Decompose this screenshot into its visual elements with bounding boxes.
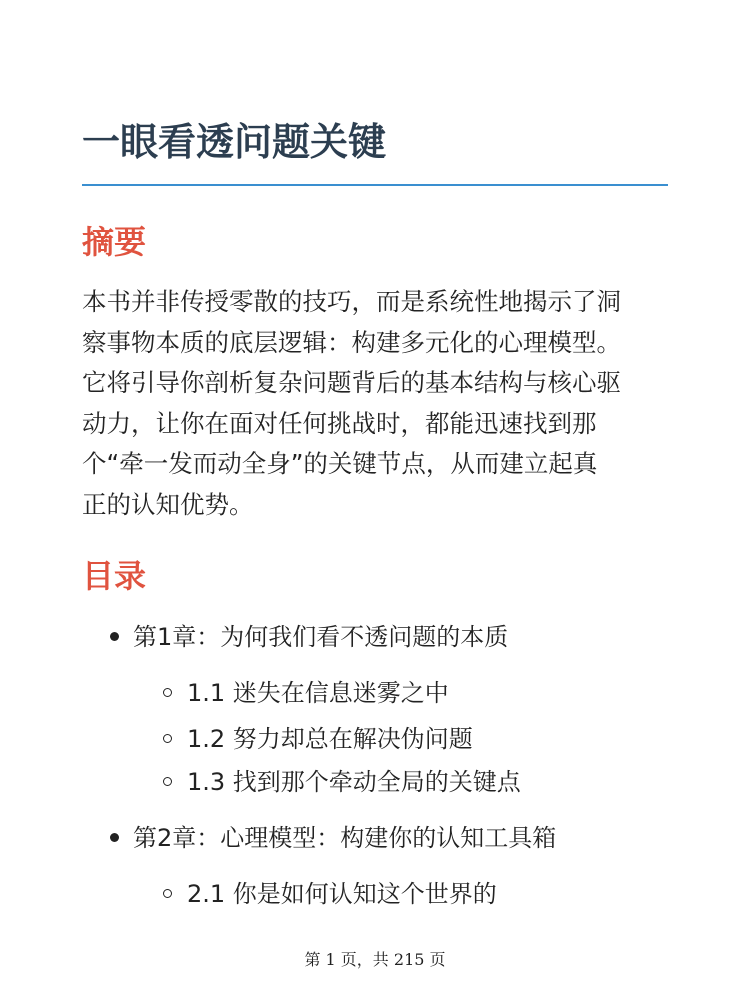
toc-chapter-1	[110, 620, 508, 654]
toc-heading: 目录	[82, 557, 147, 595]
circle-bullet-icon	[163, 889, 172, 898]
abstract-line: 察事物本质的底层逻辑：构建多元化的心理模型。	[82, 327, 621, 357]
toc-section-label: 2.1 你是如何认知这个世界的	[187, 880, 497, 908]
toc-section-label: 1.3 找到那个牵动全局的关键点	[187, 768, 521, 796]
toc-chapter-label: 第1章：为何我们看不透问题的本质	[133, 623, 509, 651]
title-divider	[82, 184, 668, 186]
abstract-line: 本书并非传授零散的技巧，而是系统性地揭示了洞	[82, 287, 621, 316]
toc-section-1-1	[163, 676, 449, 710]
abstract-line: 动力，让你在面对任何挑战时，都能迅速找到那	[82, 408, 597, 438]
toc-section-label: 1.2 努力却总在解决伪问题	[187, 725, 473, 753]
toc-section-1-3	[163, 765, 521, 799]
toc-chapter-2	[110, 821, 556, 855]
toc-chapter-label: 第2章：心理模型：构建你的认知工具箱	[133, 824, 557, 852]
bullet-icon	[110, 632, 119, 641]
circle-bullet-icon	[163, 777, 172, 786]
abstract-line: 个“牵一发而动全身”的关键节点，从而建立起真	[82, 449, 598, 479]
toc-section-2-1	[163, 877, 497, 911]
abstract-body	[82, 282, 672, 526]
toc-section-1-2	[163, 722, 473, 756]
abstract-line: 正的认知优势。	[82, 489, 254, 519]
book-title: 一眼看透问题关键	[82, 120, 387, 164]
circle-bullet-icon	[163, 734, 172, 743]
abstract-line: 它将引导你剖析复杂问题背后的基本结构与核心驱	[82, 368, 621, 398]
page-number-footer: 第 1 页，共 215 页	[304, 950, 446, 969]
toc-section-label: 1.1 迷失在信息迷雾之中	[187, 679, 449, 707]
abstract-heading: 摘要	[82, 223, 147, 261]
circle-bullet-icon	[163, 688, 172, 697]
bullet-icon	[110, 833, 119, 842]
